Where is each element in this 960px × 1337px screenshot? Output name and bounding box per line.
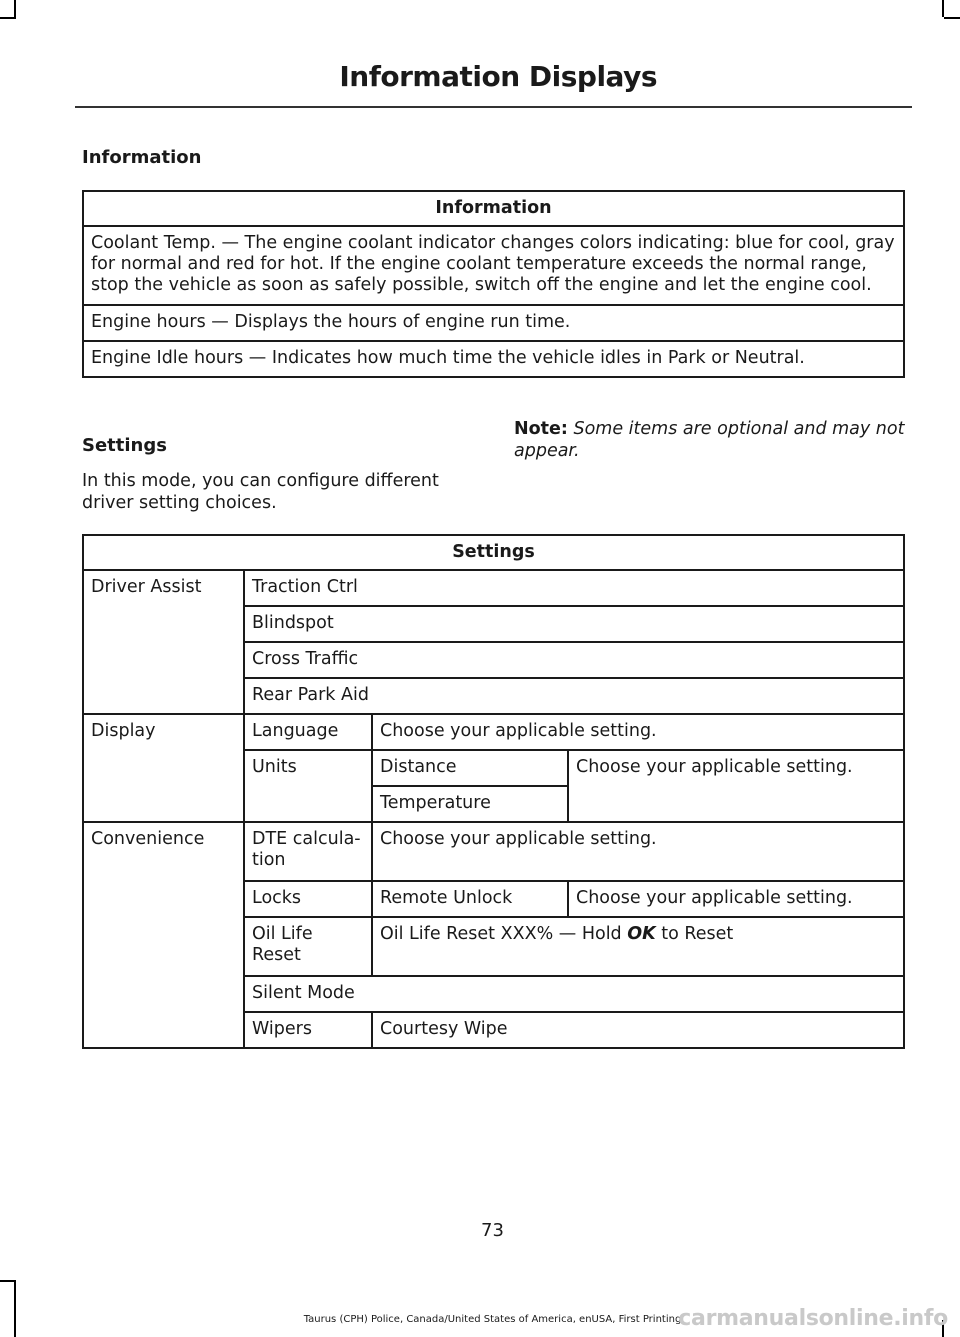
table-cell: Engine hours — Displays the hours of engine run time.: [83, 305, 904, 341]
page-number: 73: [481, 1220, 504, 1241]
table-row: [83, 341, 904, 377]
category-driver-assist: Driver Assist: [83, 570, 244, 714]
table-header: Information: [83, 191, 904, 226]
setting-value: Choose your applicable setting.: [568, 750, 904, 822]
setting-item: Silent Mode: [244, 976, 904, 1012]
header-divider: [75, 106, 912, 108]
setting-item: Language: [244, 714, 372, 750]
setting-item: Blindspot: [244, 606, 904, 642]
ok-key-label: OK: [627, 924, 656, 944]
settings-table: [82, 534, 905, 1049]
table-row: [83, 822, 904, 881]
setting-item: Rear Park Aid: [244, 678, 904, 714]
information-heading: Information: [82, 147, 202, 168]
setting-subitem: Distance: [372, 750, 568, 786]
setting-item: Units: [244, 750, 372, 822]
crop-mark: [14, 0, 16, 17]
table-row: [83, 570, 904, 606]
settings-intro: In this mode, you can configure different driver setting choices.: [82, 471, 439, 513]
oil-reset-text: Oil Life Reset XXX% — Hold: [380, 924, 628, 944]
note-label: Note:: [514, 419, 568, 439]
note-text: Some items are optional and may not appear.: [514, 419, 905, 461]
table-cell: Engine Idle hours — Indicates how much time the vehicle idles in Park or Neutral.: [83, 341, 904, 377]
table-cell: Coolant Temp. — The engine coolant indicator changes colors indicating: blue for cool, gray for normal and red for hot. If the engine coolant temperature exceeds the normal range, stop the vehicle as soon as safely possible, switch off the engine and let the engine cool.: [83, 226, 904, 305]
category-convenience: Convenience: [83, 822, 244, 1048]
setting-subitem: Remote Unlock: [372, 881, 568, 917]
page-title: Information Displays: [339, 60, 657, 93]
setting-value: Choose your applicable setting.: [372, 822, 904, 881]
setting-item: Cross Traffic: [244, 642, 904, 678]
setting-item: Oil Life Reset: [244, 917, 372, 976]
setting-item: Wipers: [244, 1012, 372, 1048]
crop-mark: [942, 0, 944, 17]
setting-value: [372, 917, 904, 976]
information-table: [82, 190, 905, 378]
settings-note: [514, 418, 909, 462]
table-row: [83, 305, 904, 341]
crop-mark: [0, 17, 16, 19]
setting-value: Choose your applicable setting.: [568, 881, 904, 917]
oil-reset-suffix: to Reset: [655, 924, 734, 944]
crop-mark: [944, 17, 960, 19]
settings-heading: Settings: [82, 435, 167, 456]
crop-mark: [14, 1280, 16, 1337]
setting-subitem: Temperature: [372, 786, 568, 822]
setting-value: Courtesy Wipe: [372, 1012, 904, 1048]
footer-text: Taurus (CPH) Police, Canada/United States of America, enUSA, First Printing: [303, 1314, 682, 1325]
setting-item: Locks: [244, 881, 372, 917]
setting-item: Traction Ctrl: [244, 570, 904, 606]
category-display: Display: [83, 714, 244, 822]
table-row: [83, 226, 904, 305]
table-header: Settings: [83, 535, 904, 570]
setting-item: DTE calcula-tion: [244, 822, 372, 881]
setting-value: Choose your applicable setting.: [372, 714, 904, 750]
table-row: [83, 714, 904, 750]
watermark: carmanualsonline.info: [678, 1306, 948, 1331]
